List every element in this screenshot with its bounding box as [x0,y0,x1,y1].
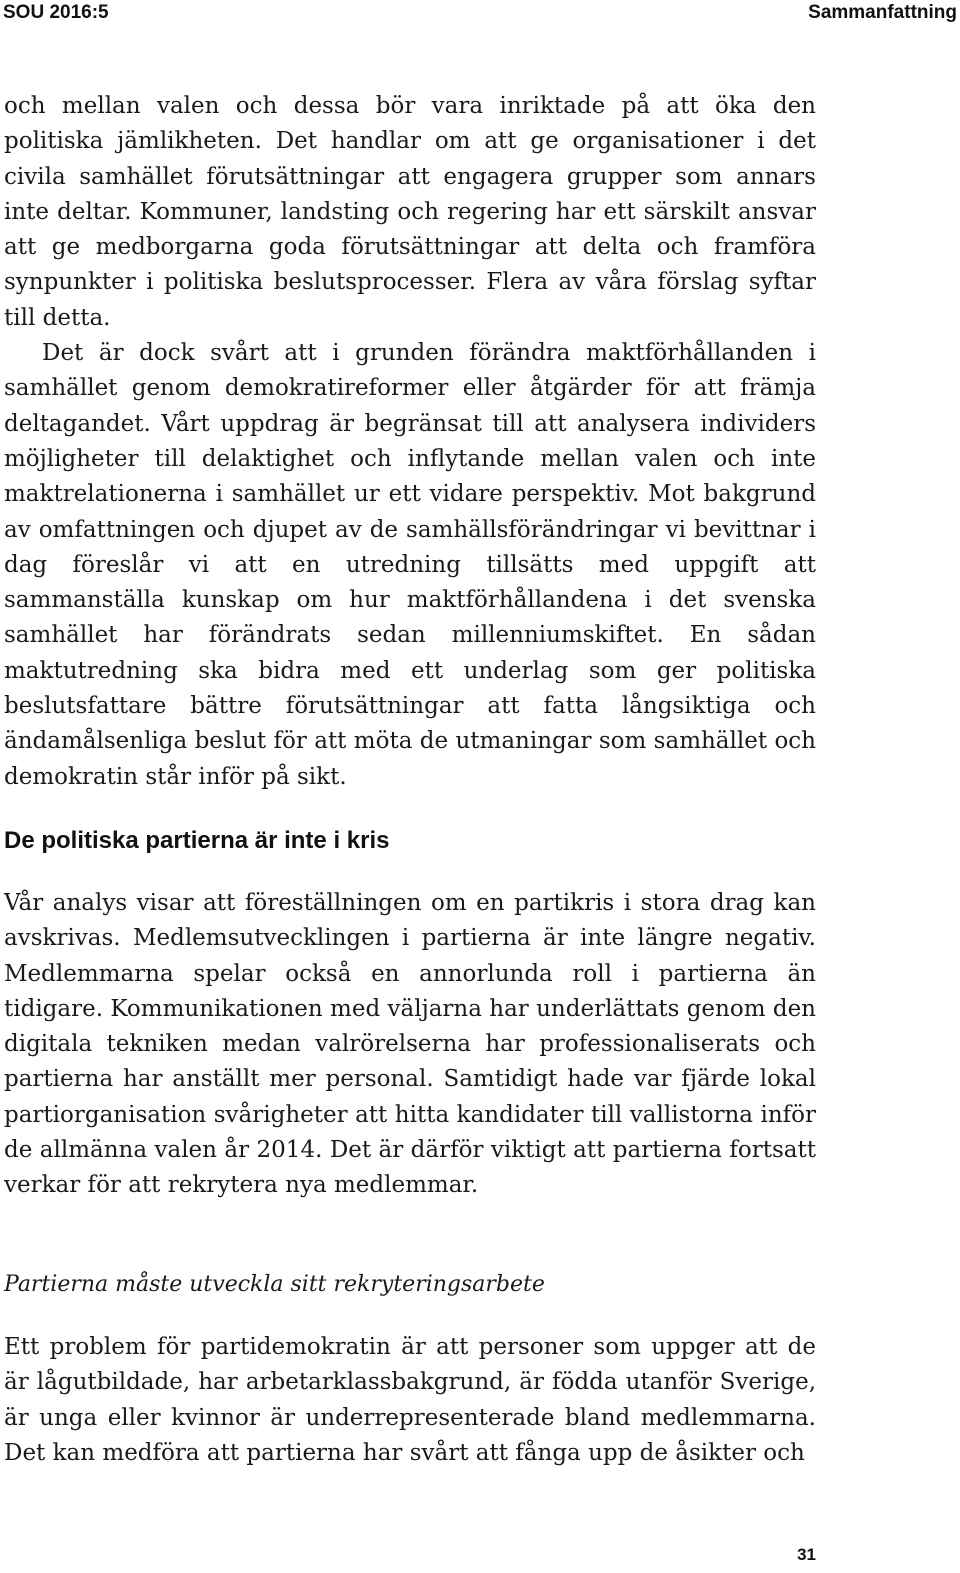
section-heading: De politiska partierna är inte i kris [4,827,390,854]
party-text-block [4,886,816,1204]
paragraph: och mellan valen och dessa bör vara inriktade på att öka den politiska jämlikheten. Det handlar om att ge organisationer i det civila samhället förutsättningar att engagera grupper som annars inte deltar. Kommuner, landsting och regering har ett särskilt ansvar att ge medborgarna goda förutsättningar att delta och framföra synpunkter i politiska beslutsprocesser. Flera av våra förslag syftar till detta. [4,93,816,331]
recruitment-text-block [4,1330,816,1471]
paragraph: Det är dock svårt att i grunden förändra maktförhållanden i samhället genom demokratireformer eller åtgärder för att främja deltagandet. Vårt uppdrag är begränsat till att analysera individers möjligheter till delaktighet och inflytande mellan valen och inte maktrelationerna i samhället ur ett vidare perspektiv. Mot bakgrund av omfattningen och djupet av de samhällsförändringar vi bevittnar i dag föreslår vi att en utredning tillsätts med uppgift att sammanställa kunskap om hur maktförhållandena i det svenska samhället har förändrats sedan millenniumskiftet. En sådan maktutredning ska bidra med ett underlag som ger politiska beslutsfattare bättre förutsättningar att fatta långsiktiga och ändamålsenliga beslut för att möta de utmaningar som samhället och demokratin står inför på sikt. [4,340,816,790]
section-title: Sammanfattning [808,2,957,23]
document-id: SOU 2016:5 [3,2,109,23]
paragraph: Ett problem för partidemokratin är att personer som uppger att de är lågutbildade, har arbetarklassbakgrund, är födda utanför Sverige, är unga eller kvinnor är underrepresenterade bland medlemmarna. Det kan medföra att partierna har svårt att fånga upp de åsikter och [4,1334,816,1466]
running-header [3,2,957,26]
intro-text-block [4,89,816,795]
paragraph: Vår analys visar att föreställningen om en partikris i stora drag kan avskrivas. Medlemsutvecklingen i partierna är inte längre negativ. Medlemmarna spelar också en annorlunda roll i partierna än tidigare. Kommunikationen med väljarna har underlättats genom den digitala tekniken medan valrörelserna har professionaliserats och partierna har anställt mer personal. Samtidigt hade var fjärde lokal partiorganisation svårigheter att hitta kandidater till vallistorna inför de allmänna valen år 2014. Det är därför viktigt att partierna fortsatt verkar för att rekrytera nya medlemmar. [4,890,816,1199]
subsection-heading: Partierna måste utveckla sitt rekryteringsarbete [4,1272,545,1297]
page-number: 31 [797,1545,816,1564]
